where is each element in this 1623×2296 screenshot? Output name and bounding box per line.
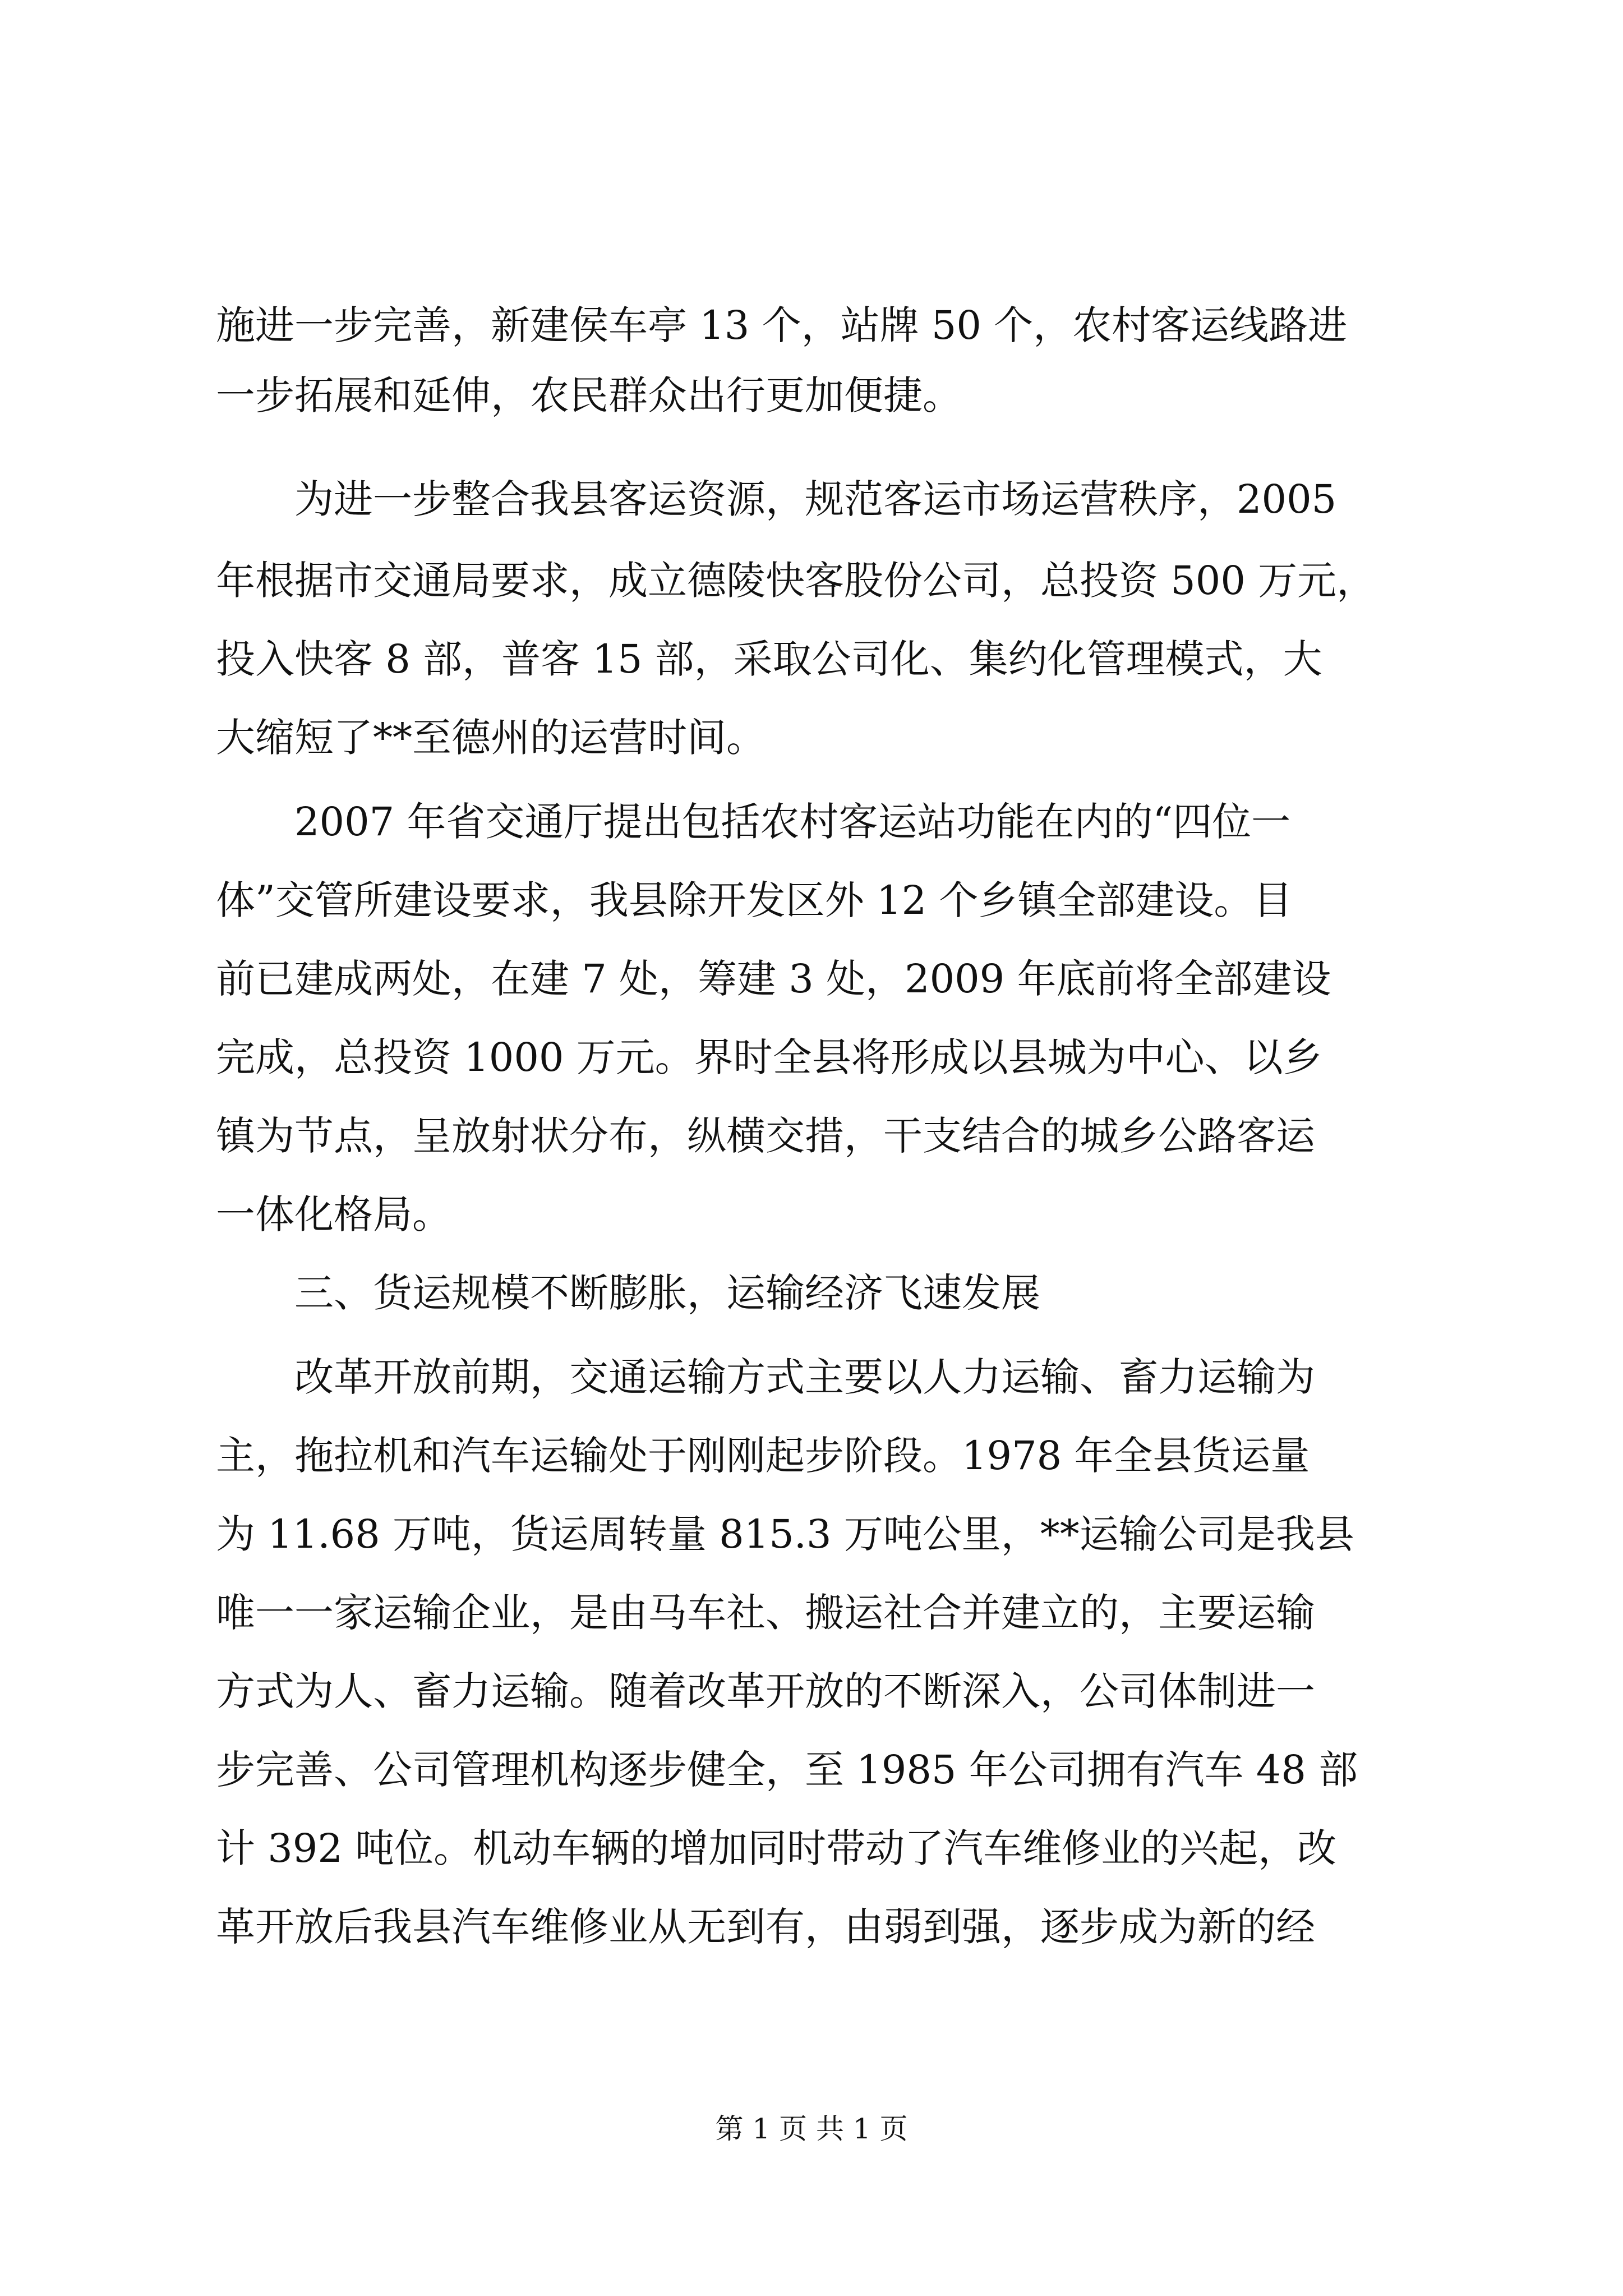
- paragraph-start-line: 为进一步整合我县客运资源，规范客运市场运营秩序，2005: [294, 476, 1337, 522]
- page-number-footer: 第 1 页 共 1 页: [715, 2113, 908, 2145]
- text-line: 体”交管所建设要求，我县除开发区外 12 个乡镇全部建设。目: [216, 877, 1293, 923]
- text-line: 革开放后我县汽车维修业从无到有，由弱到强，逐步成为新的经: [216, 1904, 1315, 1950]
- text-line: 一体化格局。: [216, 1191, 451, 1237]
- text-line: 大缩短了**至德州的运营时间。: [216, 715, 766, 761]
- text-line: 唯一一家运输企业，是由马车社、搬运社合并建立的，主要运输: [216, 1590, 1315, 1636]
- text-line: 为 11.68 万吨，货运周转量 815.3 万吨公里，**运输公司是我县: [216, 1511, 1354, 1557]
- section-heading: 三、货运规模不断膨胀，运输经济飞速发展: [294, 1270, 1040, 1316]
- text-line: 完成，总投资 1000 万元。界时全县将形成以县城为中心、以乡: [216, 1034, 1322, 1080]
- text-line: 计 392 吨位。机动车辆的增加同时带动了汽车维修业的兴起，改: [216, 1825, 1337, 1871]
- text-line: 投入快客 8 部，普客 15 部，采取公司化、集约化管理模式，大: [216, 636, 1322, 682]
- paragraph-start-line: 2007 年省交通厅提出包括农村客运站功能在内的“四位一: [294, 799, 1291, 845]
- text-line: 镇为节点，呈放射状分布，纵横交措，干支结合的城乡公路客运: [216, 1113, 1315, 1159]
- text-line: 方式为人、畜力运输。随着改革开放的不断深入，公司体制进一: [216, 1668, 1315, 1714]
- text-line: 施进一步完善，新建侯车亭 13 个，站牌 50 个，农村客运线路进: [216, 302, 1348, 348]
- text-line: 主，拖拉机和汽车运输处于刚刚起步阶段。1978 年全县货运量: [216, 1433, 1310, 1479]
- paragraph-start-line: 改革开放前期，交通运输方式主要以人力运输、畜力运输为: [294, 1354, 1315, 1400]
- text-line: 一步拓展和延伸，农民群众出行更加便捷。: [216, 372, 962, 418]
- text-line: 年根据市交通局要求，成立德陵快客股份公司，总投资 500 万元，: [216, 558, 1376, 604]
- text-line: 步完善、公司管理机构逐步健全，至 1985 年公司拥有汽车 48 部: [216, 1747, 1358, 1793]
- text-line: 前已建成两处，在建 7 处，筹建 3 处，2009 年底前将全部建设: [216, 956, 1331, 1002]
